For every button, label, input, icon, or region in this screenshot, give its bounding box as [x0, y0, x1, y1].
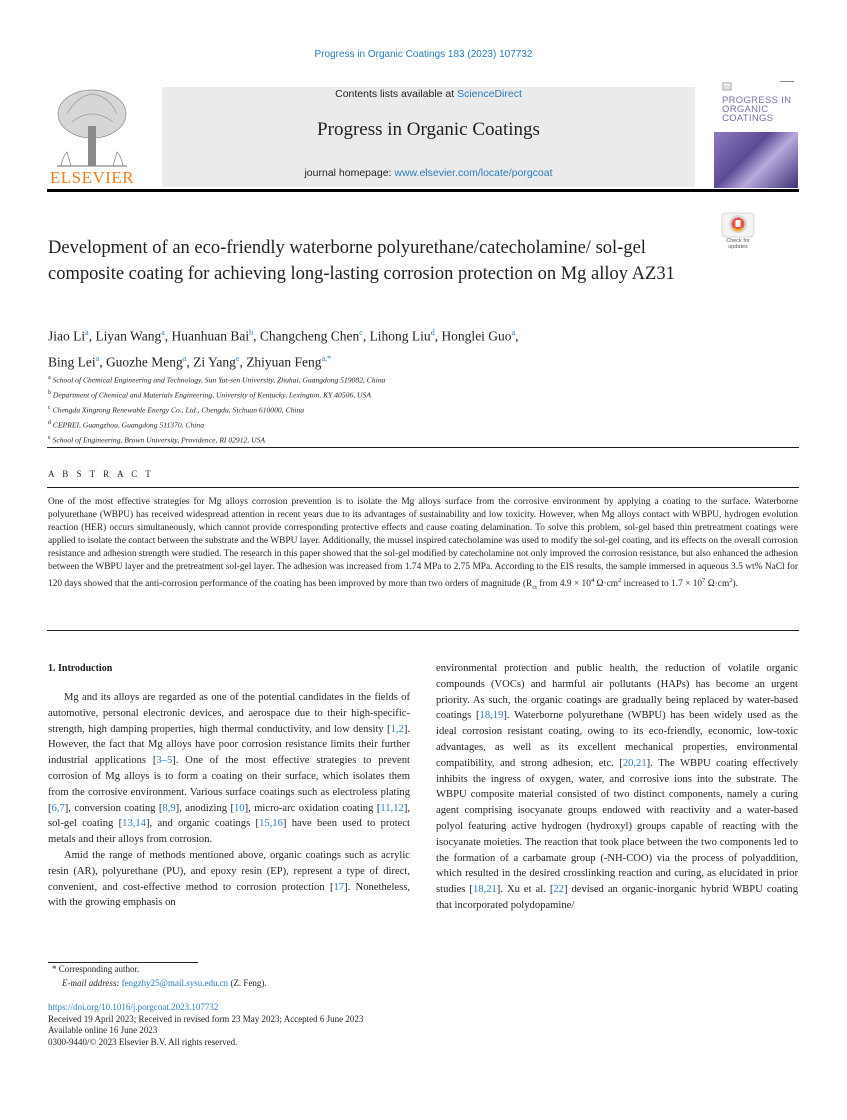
citation-link[interactable]: 22 — [553, 884, 564, 896]
citation-link[interactable]: 15,16 — [259, 818, 283, 830]
contents-prefix: Contents lists available at — [335, 88, 458, 100]
cover-rule — [780, 81, 794, 82]
citation-link[interactable]: 1,2 — [390, 723, 404, 735]
author-name[interactable]: Honglei Guo — [441, 328, 512, 344]
author-name[interactable]: Zi Yang — [193, 354, 236, 369]
body-text: ]. Nonetheless, with the growing emphasis on — [48, 881, 410, 909]
body-column-right — [436, 661, 798, 914]
body-text: environmental protection and public health, the reduction of volatile organic compounds (VOCs) and harmful air pollutants (HAPs) has become an urgent priority. As such, the organic coatings are gradually being replaced by water-based coatings [ — [436, 663, 798, 722]
footnote-label: Corresponding author. — [58, 964, 140, 974]
divider — [47, 630, 799, 631]
body-text: ] devised an organic-inorganic hybrid WBPU coating that incorporated polydopamine/ — [436, 884, 798, 911]
abstract-tail-sup: 4 — [590, 577, 595, 584]
crossmark-label: Check for updates — [726, 238, 750, 250]
citation-link[interactable]: 6,7 — [51, 802, 65, 814]
citation-link[interactable]: 11,12 — [380, 802, 404, 814]
journal-homepage-line — [162, 167, 695, 179]
cover-title-line: ORGANIC — [722, 104, 769, 115]
affiliation-item — [48, 402, 648, 417]
body-text: ], and organic coatings [ — [145, 818, 260, 830]
divider — [47, 447, 799, 448]
body-text: ]. Waterborne polyurethane (WBPU) has been widely used as the ideal corrosion resistant coating, owing to its eco-friendly, economic, low-toxic advantages, as well as its excellent mechanical properties, environmental compatibility, and strong adhesion, etc. [ — [436, 710, 798, 769]
header-divider — [47, 189, 799, 192]
author-name[interactable]: Guozhe Meng — [105, 354, 183, 369]
body-text: ]. However, the fact that Mg alloys have poor corrosion resistance limits their further industrial applications [ — [48, 723, 410, 767]
affiliation-item — [48, 417, 648, 432]
affiliation-text: Department of Chemical and Materials Engineering, University of Kentucky, Lexington, KY 40506, USA — [52, 390, 371, 400]
affiliation-key: b — [48, 390, 51, 397]
abstract-tail — [523, 579, 738, 589]
section-heading-introduction: 1. Introduction — [48, 663, 113, 674]
abstract-tail-sup: 2 — [729, 577, 733, 584]
author-name[interactable]: Changcheng Chen — [259, 328, 360, 344]
body-text: Mg and its alloys are regarded as one of the potential candidates in the fields of automotive, personal electronic devices, and aerospace due to their high-specific-strength, high damping properties, high thermal conductivity, and low density [ — [48, 692, 410, 735]
affiliation-marker[interactable]: a — [182, 353, 187, 363]
affiliation-marker[interactable]: e — [235, 353, 240, 363]
footnote-line — [52, 977, 452, 991]
affiliation-marker[interactable]: a,* — [321, 353, 332, 363]
elsevier-logo[interactable] — [47, 86, 137, 186]
affiliation-marker[interactable]: a — [161, 328, 165, 337]
paragraph — [436, 661, 798, 914]
received-dates: Received 19 April 2023; Received in revised form 23 May 2023; Accepted 6 June 2023 — [48, 1013, 364, 1024]
footnote-line — [52, 963, 452, 977]
doi-link[interactable]: https://doi.org/10.1016/j.porgcoat.2023.107732 — [48, 1002, 219, 1012]
affiliation-text: School of Chemical Engineering and Technology, Sun Yat-sen University, Zhuhai, Guangdong 519082, China — [52, 375, 386, 385]
affiliation-list — [48, 372, 648, 447]
abstract-tail-part: from 4.9 × 10 — [536, 579, 591, 590]
affiliation-text: Chengdu Xingrong Renewable Energy Co., Ltd., Chengdu, Sichuan 610000, China — [52, 405, 305, 415]
author-name[interactable]: Lihong Liu — [369, 328, 431, 344]
email-suffix: (Z. Feng). — [228, 977, 267, 988]
email-label: E-mail address: — [62, 977, 122, 988]
cover-title — [722, 96, 791, 123]
check-for-updates-badge[interactable] — [718, 212, 758, 252]
sciencedirect-link[interactable]: ScienceDirect — [457, 88, 522, 100]
body-text: ] have been used to protect metals and their alloys from corrosion. — [48, 818, 410, 846]
affiliation-key: d — [48, 420, 51, 427]
affiliation-item — [48, 432, 648, 447]
author-name[interactable]: Zhiyuan Feng — [246, 354, 322, 369]
author-line: Jiao Li$^a$, Liyan Wang$^a$, Huanhuan Bai$^b$, Changcheng Chen$^c$, Lihong Liu$^d$, Honglei Guo$^a$, — [48, 328, 519, 344]
citation-link[interactable]: 8,9 — [162, 802, 176, 814]
citation-link[interactable]: 18,21 — [472, 884, 497, 896]
journal-title: Progress in Organic Coatings — [317, 119, 540, 140]
abstract-tail-sup: 2 — [618, 577, 622, 584]
body-text: ], anodizing [ — [175, 802, 234, 814]
affiliation-key: e — [48, 435, 51, 442]
body-text: ], sol-gel coating [ — [48, 802, 410, 830]
affiliation-key: c — [48, 405, 51, 412]
affiliation-marker[interactable]: c — [359, 328, 363, 337]
abstract-tail-part: (R — [522, 579, 533, 590]
crossmark-icon — [718, 212, 758, 238]
footnote-marker: * — [52, 964, 57, 974]
cover-title-line: COATINGS — [722, 113, 774, 124]
citation-link[interactable]: 13,14 — [122, 818, 146, 830]
abstract-tail-sub: ct — [532, 584, 537, 591]
affiliation-marker[interactable]: b — [249, 328, 254, 337]
body-column-left — [48, 690, 410, 911]
author-name[interactable]: Liyan Wang — [95, 328, 162, 344]
contents-line — [162, 88, 695, 100]
body-text: Amid the range of methods mentioned above, organic coatings such as acrylic resin (AR), polyurethane (PU), and epoxy resin (EP), represent a type of direct, convenient, and cost-effective method to corrosion protection [ — [48, 849, 410, 893]
author-name[interactable]: Huanhuan Bai — [171, 328, 250, 344]
abstract-text — [48, 496, 798, 594]
body-text: ]. One of the most effective strategies to prevent corrosion of Mg alloys is to form a coating on their surface, which isolates them from the corrosive environment. Various surface coatings such as electroless plating [ — [48, 755, 410, 814]
abstract-tail-part: ). — [732, 579, 738, 590]
citation-link[interactable]: 20,21 — [622, 757, 647, 769]
abstract-tail-sup: 7 — [702, 577, 706, 584]
copyright: 0300-9440/© 2023 Elsevier B.V. All rights reserved. — [48, 1036, 238, 1047]
article-footer — [48, 1002, 548, 1048]
body-text: ], micro-arc oxidation coating [ — [244, 802, 381, 814]
divider — [47, 487, 799, 488]
affiliation-text: School of Engineering, Brown University, Providence, RI 02912, USA — [52, 435, 266, 445]
author-list — [48, 322, 728, 373]
affiliation-marker[interactable]: a — [511, 328, 516, 337]
available-online: Available online 16 June 2023 — [48, 1025, 158, 1035]
affiliation-text: CEPREI, Guangzhou, Guangdong 511370, China — [52, 420, 205, 430]
cover-title-line: PROGRESS IN — [722, 95, 792, 106]
paragraph — [48, 690, 410, 848]
body-text: ], conversion coating [ — [64, 802, 163, 814]
author-name[interactable]: Jiao Li — [48, 328, 86, 344]
citation-link[interactable]: 3–5 — [156, 755, 173, 767]
abstract-tail-part: increased to 1.7 × 10 — [621, 579, 703, 590]
affiliation-marker[interactable]: a — [85, 328, 89, 337]
abstract-tail-part: Ω·cm — [705, 579, 730, 590]
email-link[interactable]: fengzhy25@mail.sysu.edu.cn — [121, 977, 229, 988]
author-name[interactable]: Bing Lei — [48, 354, 96, 369]
abstract-main: One of the most effective strategies for Mg alloys corrosion prevention is to isolate the Mg alloys surface from the corrosive environment by applying a coating to the surface. Waterborne polyurethane (WBPU) has received widespread attention in recent years due to its advantages of sustainability and low toxicity. However, when Mg alloys contact with WBPU, hydrogen evolution reaction (HER) occurs simultaneously, which cannot provide corresponding protective effects and cause coating delamination. To solve this problem, sol-gel based thin pretreatment coatings were applied to isolate the contact between the substrate and the WBPU layer. Additionally, the mussel inspired catecholamine was used to modify the sol-gel coating, and its effects on the overall corrosion resistance and adhesion strength were studied. The research in this paper showed that the sol-gel modified by catecholamine not only improved the corrosion resistance, but also enhanced the adhesion between the WBPU layer and the pretreatment sol-gel layer. The adhesion was increased from 1.74 MPa to 2.75 MPa. According to the EIS results, the sample immersed in aqueous 3.5 wt% NaCl for 120 days showed that the anti-corrosion performance of the coating has been improved by more than two orders of magnitude — [48, 497, 798, 590]
journal-homepage-link[interactable]: www.elsevier.com/locate/porgcoat — [394, 167, 553, 179]
citation-link[interactable]: 10 — [234, 802, 245, 814]
author-line: Bing Lei$^a$, Guozhe Meng$^a$, Zi Yang$^e$, Zhiyuan Feng$^{a,*}$ — [48, 353, 332, 369]
affiliation-item — [48, 387, 648, 402]
journal-cover-image[interactable] — [712, 78, 799, 188]
affiliation-marker[interactable]: a — [95, 353, 100, 363]
abstract-tail-part: Ω·cm — [594, 579, 619, 590]
affiliation-marker[interactable]: d — [430, 328, 435, 337]
corresponding-author-footnote — [52, 963, 452, 990]
homepage-prefix: journal homepage: — [304, 167, 395, 179]
citation-link[interactable]: 18,19 — [479, 710, 504, 722]
cover-emblem-icon — [722, 82, 736, 92]
affiliation-item — [48, 372, 648, 387]
body-text: ]. Xu et al. [ — [496, 884, 554, 896]
elsevier-tree-icon — [47, 86, 137, 168]
article-title: Development of an eco-friendly waterborne polyurethane/catecholamine/ sol-gel composite coating for achieving long-lasting corrosion protection on Mg alloy AZ31 — [48, 238, 675, 284]
citation-link[interactable]: 17 — [333, 881, 345, 893]
abstract-heading: A B S T R A C T — [48, 469, 154, 479]
cover-artwork — [714, 132, 798, 188]
paragraph — [48, 848, 410, 911]
affiliation-key: a — [48, 375, 51, 381]
body-text: ]. The WBPU coating effectively inhibits the ingress of oxygen, water, and corrosive ions into the substrate. The WBPU composite material consisted of two distinct components, namely a curing agent comprising isocyanate groups endowed with reactivity and a water-based polyol featuring active hydrogen (hydroxyl) groups capable of reacting with the isocyanate moieties. The reaction that took place between the two components led to the formation of a carbamate group (-NH-COO) via the process of polyaddition, which resulted in the desired crosslinking reaction and curing, as elucidated in prior studies [ — [436, 757, 798, 896]
journal-citation-link[interactable]: Progress in Organic Coatings 183 (2023) 107732 — [314, 49, 533, 60]
elsevier-wordmark: ELSEVIER — [49, 168, 135, 187]
